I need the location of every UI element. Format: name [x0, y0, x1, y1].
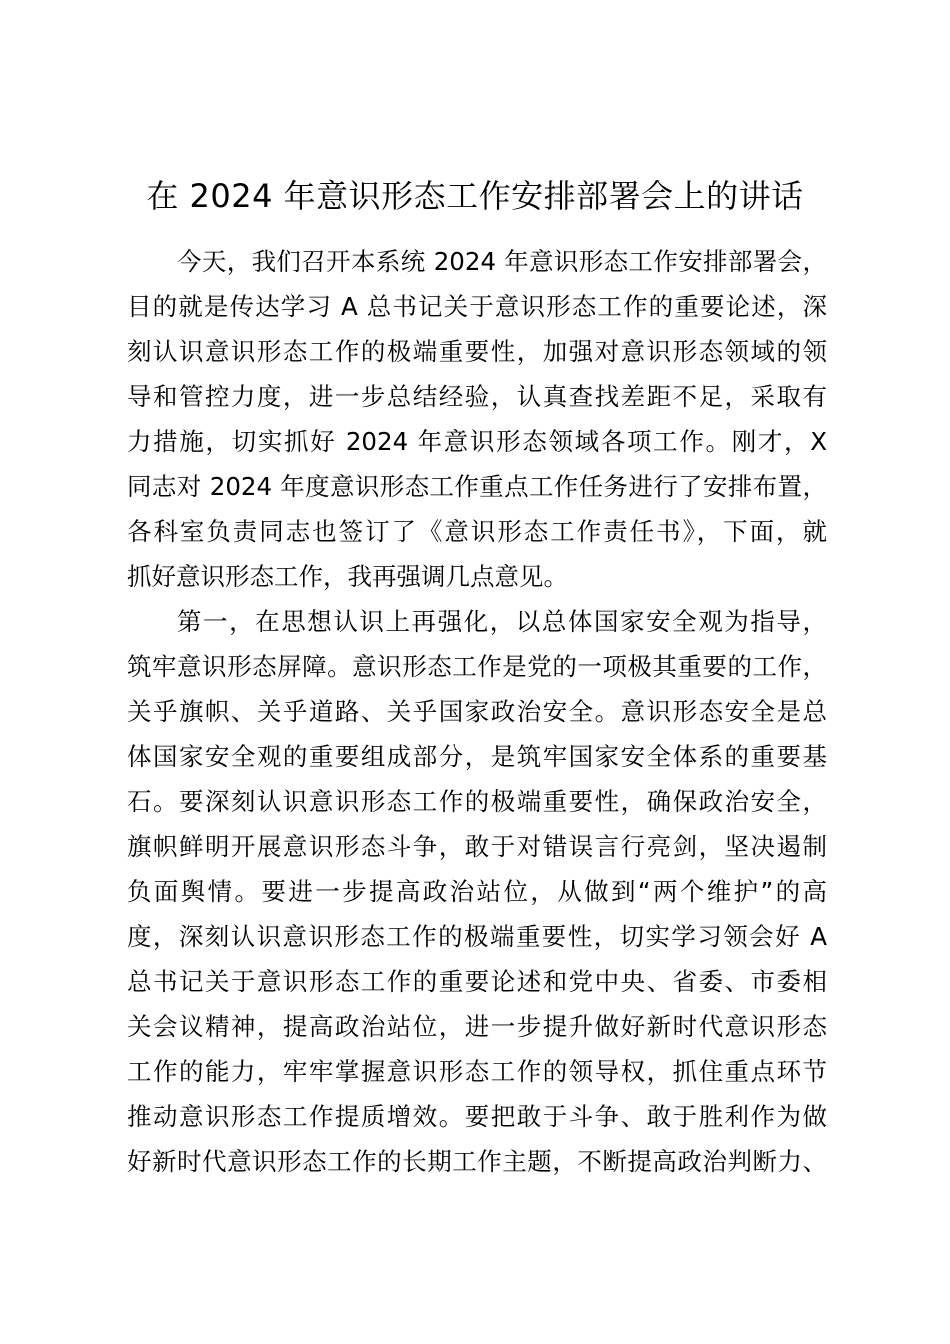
text-line: 关乎旗帜、关乎道路、关乎国家政治安全。意识形态安全是总: [127, 697, 827, 726]
text-line: 旗帜鲜明开展意识形态斗争，敢于对错误言行亮剑，坚决遏制: [127, 832, 827, 861]
text-line: 推动意识形态工作提质增效。要把敢于斗争、敢于胜利作为做: [127, 1102, 827, 1131]
text-line: 好新时代意识形态工作的长期工作主题，不断提高政治判断力、: [127, 1147, 827, 1176]
text-line: 力措施，切实抓好 2024 年意识形态领域各项工作。刚才，X: [127, 427, 827, 456]
text-line: 同志对 2024 年度意识形态工作重点工作任务进行了安排布置，: [127, 472, 827, 501]
paragraph-opening: [127, 239, 827, 599]
text-line: 筑牢意识形态屏障。意识形态工作是党的一项极其重要的工作，: [127, 652, 827, 681]
text-line: 刻认识意识形态工作的极端重要性，加强对意识形态领域的领: [127, 337, 827, 366]
text-line: 工作的能力，牢牢掌握意识形态工作的领导权，抓住重点环节: [127, 1057, 827, 1086]
text-line: 石。要深刻认识意识形态工作的极端重要性，确保政治安全，: [127, 787, 827, 816]
text-line: 今天，我们召开本系统 2024 年意识形态工作安排部署会，: [177, 247, 827, 276]
text-line: 度，深刻认识意识形态工作的极端重要性，切实学习领会好 A: [127, 922, 827, 951]
text-line: 总书记关于意识形态工作的重要论述和党中央、省委、市委相: [127, 967, 827, 996]
text-line: 各科室负责同志也签订了《意识形态工作责任书》，下面，就: [127, 517, 827, 546]
paragraph-first-point: [127, 599, 827, 1184]
text-line: 导和管控力度，进一步总结经验，认真查找差距不足，采取有: [127, 382, 827, 411]
text-line: 第一，在思想认识上再强化，以总体国家安全观为指导，: [177, 607, 827, 636]
text-line: 关会议精神，提高政治站位，进一步提升做好新时代意识形态: [127, 1012, 827, 1041]
text-line: 负面舆情。要进一步提高政治站位，从做到“两个维护”的高: [127, 877, 827, 906]
text-line: 抓好意识形态工作，我再强调几点意见。: [127, 562, 568, 591]
text-line: 体国家安全观的重要组成部分，是筑牢国家安全体系的重要基: [127, 742, 827, 771]
text-line: 目的就是传达学习 A 总书记关于意识形态工作的重要论述，深: [127, 292, 827, 321]
document-body: [127, 239, 827, 1184]
document-title: 在 2024 年意识形态工作安排部署会上的讲话: [146, 177, 804, 215]
